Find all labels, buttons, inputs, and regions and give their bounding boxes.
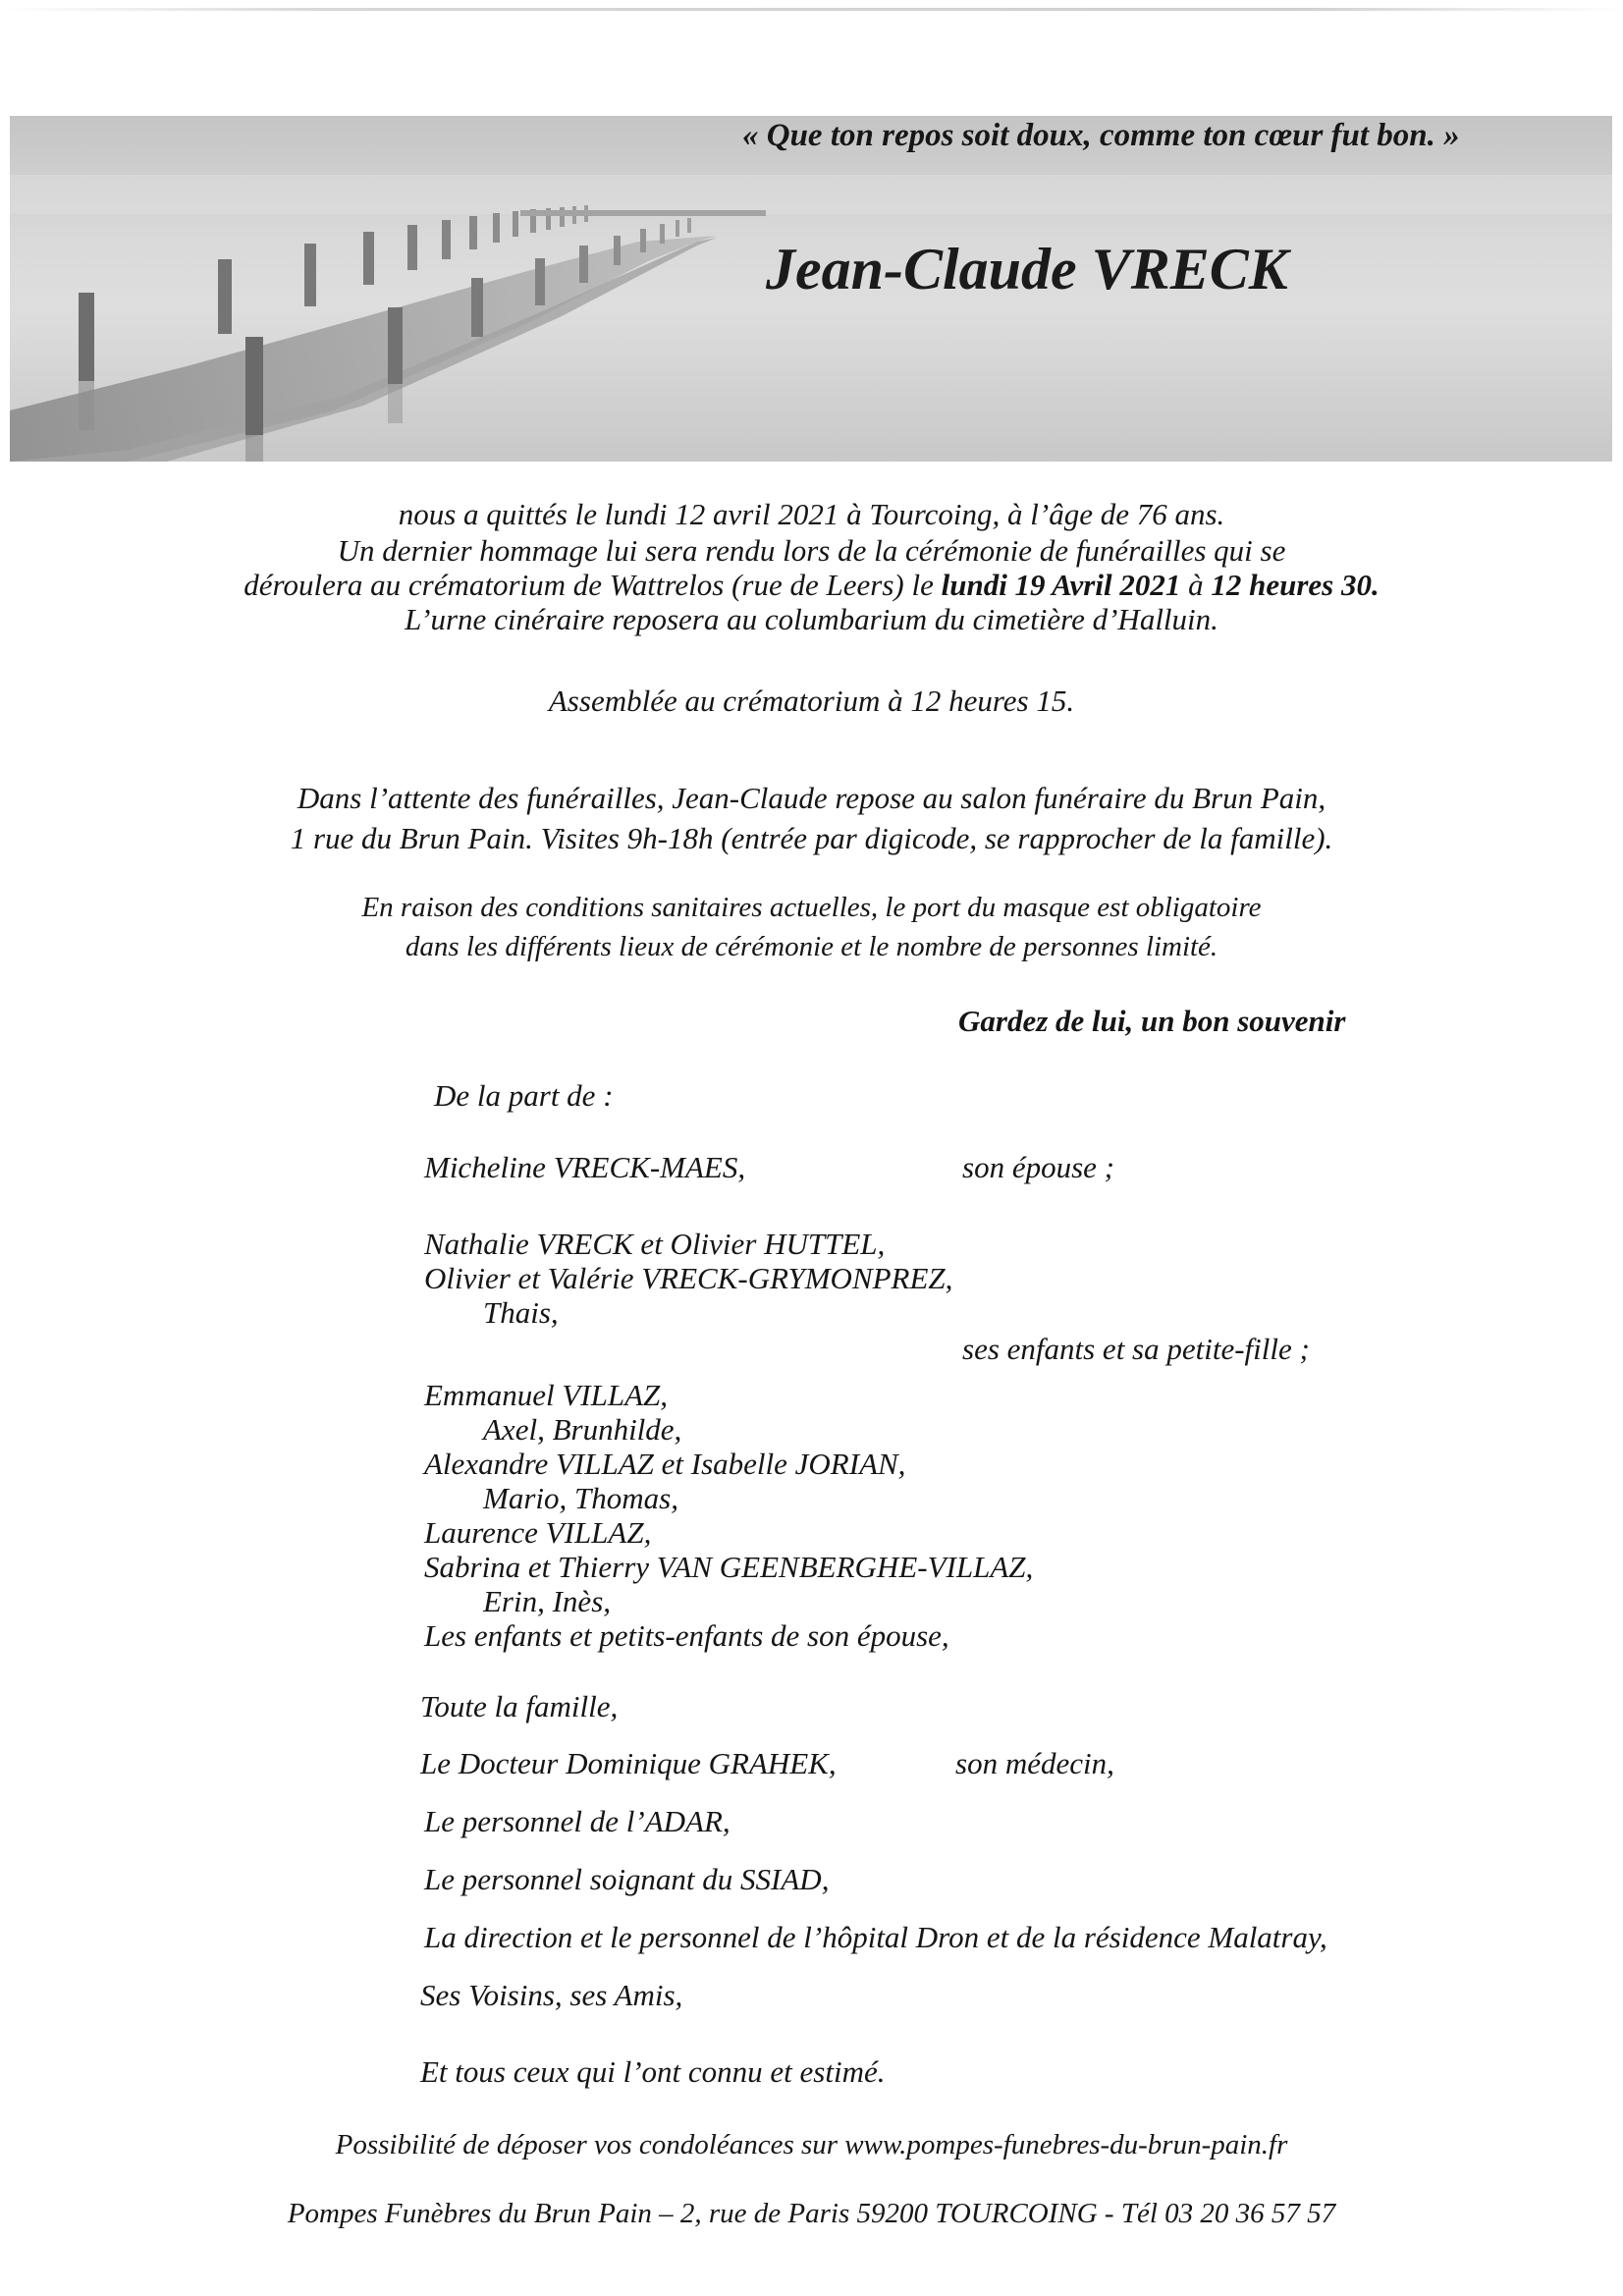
ceremony-connector: à <box>1180 568 1212 602</box>
funeral-home-address: Pompes Funèbres du Brun Pain – 2, rue de Paris 59200 TOURCOING - Tél 03 20 36 57 57 <box>287 2198 1336 2229</box>
whole-family: Toute la famille, <box>420 1689 619 1723</box>
hospital-staff: La direction et le personnel de l’hôpital Dron et de la résidence Malatray, <box>424 1920 1327 1954</box>
spouse-family-entry: Mario, Thomas, <box>483 1481 678 1515</box>
pier-post <box>640 229 646 252</box>
adar-staff: Le personnel de l’ADAR, <box>424 1804 730 1838</box>
spouse-family-entry: Erin, Inès, <box>483 1584 612 1618</box>
pier-post <box>469 216 477 249</box>
scan-edge-line <box>0 8 1623 11</box>
pier-post <box>471 278 483 337</box>
pier-post <box>660 224 665 244</box>
rest-line-2: 1 rue du Brun Pain. Visites 9h-18h (entrée par digicode, se rapprocher de la famille). <box>290 821 1333 855</box>
sanitary-line-1: En raison des conditions sanitaires actuelles, le port du masque est obligatoire <box>361 892 1262 923</box>
keep-memory: Gardez de lui, un bon souvenir <box>958 1004 1346 1038</box>
family-intro: De la part de : <box>434 1078 614 1113</box>
ceremony-line-1: Un dernier hommage lui sera rendu lors de la cérémonie de funérailles qui se <box>337 533 1286 568</box>
pier-post <box>79 293 94 381</box>
pier-post <box>614 236 621 265</box>
sanitary-line-2: dans les différents lieux de cérémonie et le nombre de personnes limité. <box>405 931 1218 962</box>
ceremony-line-2-prefix: déroulera au crématorium de Wattrelos (rue de Leers) le <box>243 568 942 602</box>
header-quote: « Que ton repos soit doux, comme ton cœur fut bon. » <box>742 118 1460 153</box>
deceased-name: Jean-Claude VRECK <box>766 237 1288 301</box>
all-acquaintances: Et tous ceux qui l’ont connu et estimé. <box>420 2054 886 2089</box>
post-reflection <box>245 435 263 462</box>
neighbours-friends: Ses Voisins, ses Amis, <box>420 1978 683 2012</box>
doctor-relation: son médecin, <box>955 1746 1114 1780</box>
child-entry: Olivier et Valérie VRECK-GRYMONPREZ, <box>424 1261 953 1295</box>
spouse-family-entry: Les enfants et petits-enfants de son épouse, <box>424 1618 949 1653</box>
pier-post <box>218 259 232 334</box>
spouse-family-entry: Emmanuel VILLAZ, <box>424 1378 668 1412</box>
spouse-name: Micheline VRECK-MAES, <box>424 1150 746 1184</box>
child-entry: Nathalie VRECK et Olivier HUTTEL, <box>424 1227 886 1261</box>
spouse-relation: son épouse ; <box>962 1150 1114 1184</box>
pier-post <box>407 225 417 270</box>
spouse-family-entry: Alexandre VILLAZ et Isabelle JORIAN, <box>424 1447 906 1481</box>
pier-post <box>535 258 545 305</box>
pier-post <box>304 244 316 306</box>
pier-post <box>245 337 263 435</box>
horizon-haze <box>10 175 1612 214</box>
pier-post <box>513 211 518 237</box>
pier-post <box>442 220 451 259</box>
ceremony-line-3: L’urne cinéraire reposera au columbarium du cimetière d’Halluin. <box>405 602 1218 636</box>
grandchild-entry: Thais, <box>483 1295 559 1330</box>
pier-post <box>493 213 500 243</box>
rest-line-1: Dans l’attente des funérailles, Jean-Claude repose au salon funéraire du Brun Pain, <box>297 781 1326 815</box>
post-reflection <box>79 381 94 430</box>
pier-post <box>363 232 374 285</box>
spouse-family-entry: Axel, Brunhilde, <box>483 1412 682 1447</box>
pier-end <box>520 210 766 216</box>
pier-post <box>579 246 588 283</box>
spouse-family-entry: Sabrina et Thierry VAN GEENBERGHE-VILLAZ, <box>424 1550 1034 1584</box>
ceremony-time: 12 heures 30. <box>1211 568 1380 602</box>
pier-post <box>687 218 691 233</box>
doctor-name: Le Docteur Dominique GRAHEK, <box>420 1746 837 1780</box>
ceremony-date: lundi 19 Avril 2021 <box>941 568 1181 602</box>
children-relation: ses enfants et sa petite-fille ; <box>962 1332 1310 1366</box>
condolences-link-text: Possibilité de déposer vos condoléances sur www.pompes-funebres-du-brun-pain.fr <box>335 2129 1288 2160</box>
post-reflection <box>388 384 403 423</box>
ssiad-staff: Le personnel soignant du SSIAD, <box>424 1862 830 1896</box>
ceremony-line-2 <box>0 570 1623 600</box>
pier-post <box>388 307 403 384</box>
spouse-family-entry: Laurence VILLAZ, <box>424 1515 652 1550</box>
passing-announcement: nous a quittés le lundi 12 avril 2021 à Tourcoing, à l’âge de 76 ans. <box>398 497 1225 531</box>
pier-post <box>676 220 679 237</box>
assembly-time: Assemblée au crématorium à 12 heures 15. <box>548 683 1075 718</box>
